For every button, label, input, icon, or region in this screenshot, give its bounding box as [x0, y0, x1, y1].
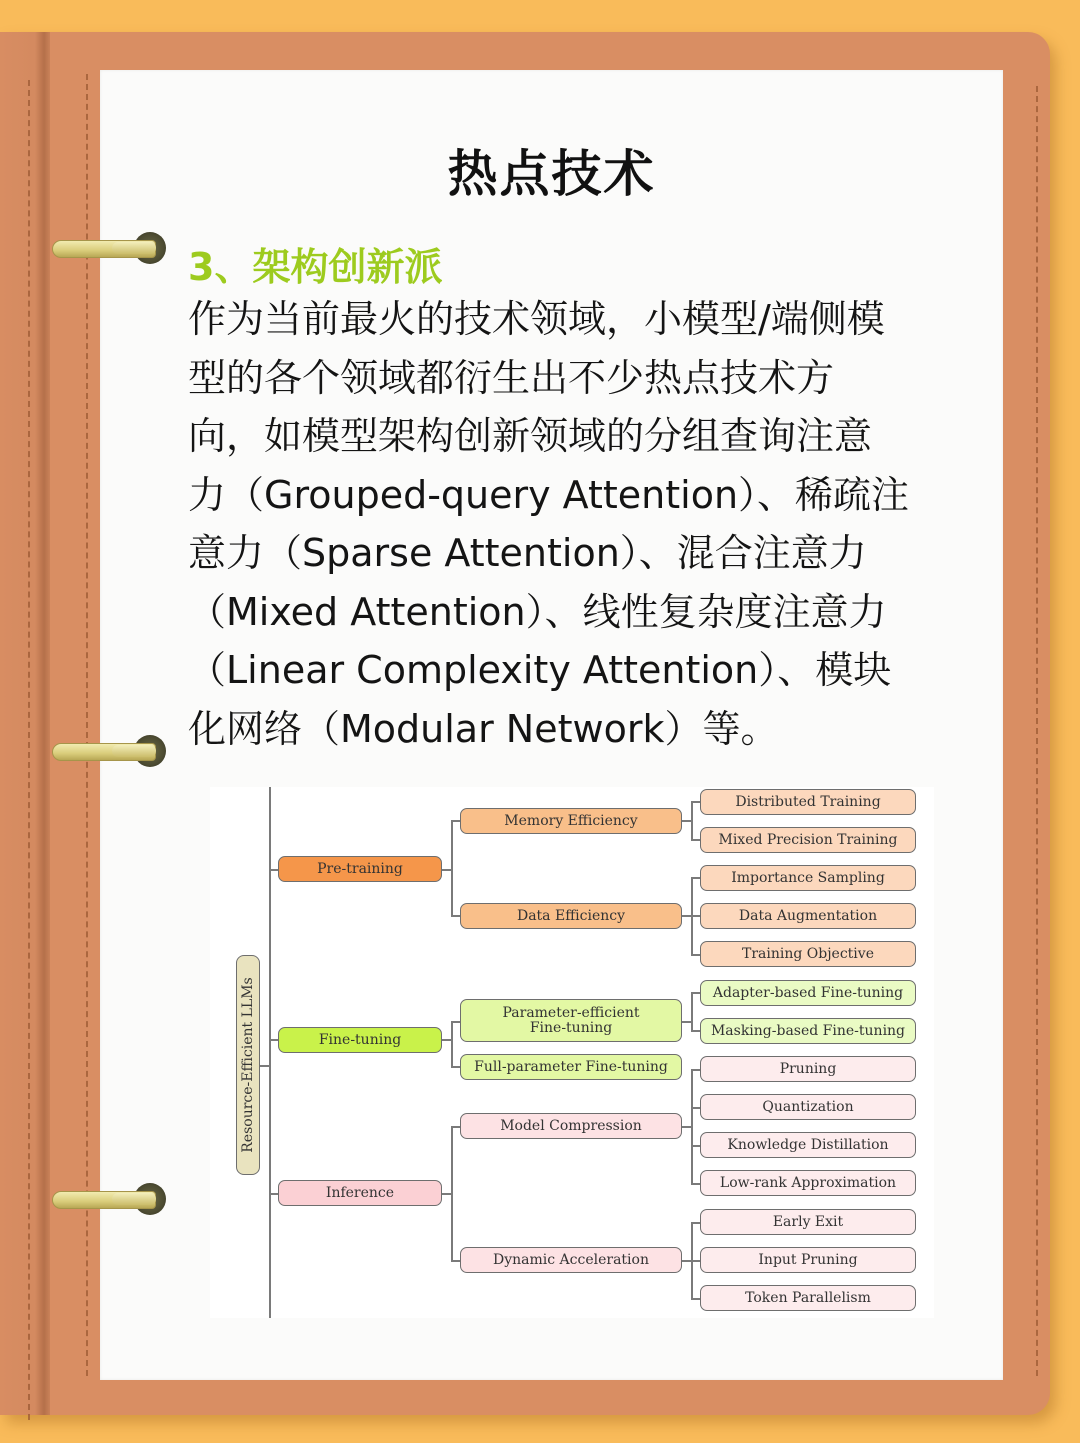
leaf-pruning: Pruning [700, 1056, 916, 1082]
binder-ring-icon [52, 734, 170, 770]
leaf-adapter-based-fine-tuning: Adapter-based Fine-tuning [700, 980, 916, 1006]
leaf-low-rank-approximation: Low-rank Approximation [700, 1170, 916, 1196]
section-heading: 3、架构创新派 [188, 245, 443, 289]
branch-inference: Inference [278, 1180, 442, 1206]
binder-spine [0, 32, 50, 1415]
body-line: （Linear Complexity Attention）、模块 [188, 648, 892, 692]
category-memory-efficiency: Memory Efficiency [460, 808, 682, 834]
body-line: 意力（Sparse Attention）、混合注意力 [188, 531, 867, 575]
body-line: 型的各个领域都衍生出不少热点技术方 [188, 355, 835, 400]
body-line: （Mixed Attention）、线性复杂度注意力 [188, 589, 887, 634]
binder-ring-icon [52, 1182, 170, 1218]
leaf-data-augmentation: Data Augmentation [700, 903, 916, 929]
leaf-importance-sampling: Importance Sampling [700, 865, 916, 891]
leaf-masking-based-fine-tuning: Masking-based Fine-tuning [700, 1018, 916, 1044]
category-data-efficiency: Data Efficiency [460, 903, 682, 929]
leaf-distributed-training: Distributed Training [700, 789, 916, 815]
leaf-token-parallelism: Token Parallelism [700, 1285, 916, 1311]
category-full-parameter-fine-tuning: Full-parameter Fine-tuning [460, 1054, 682, 1080]
diagram-root-node: Resource-Efficient LLMs [236, 955, 260, 1175]
branch-fine-tuning: Fine-tuning [278, 1027, 442, 1053]
category-parameter-efficient-fine-tuning: Parameter-efficient Fine-tuning [460, 999, 682, 1042]
body-line: 化网络（Modular Network）等。 [188, 706, 779, 751]
taxonomy-diagram [210, 787, 934, 1318]
leaf-mixed-precision-training: Mixed Precision Training [700, 827, 916, 853]
leaf-early-exit: Early Exit [700, 1209, 916, 1235]
category-model-compression: Model Compression [460, 1113, 682, 1139]
branch-pre-training: Pre-training [278, 856, 442, 882]
page-title: 热点技术 [447, 145, 656, 203]
body-line: 向，如模型架构创新领域的分组查询注意 [188, 414, 873, 458]
body-paragraph [188, 290, 978, 758]
leaf-input-pruning: Input Pruning [700, 1247, 916, 1273]
cover-stitch-left [86, 74, 88, 1376]
category-dynamic-acceleration: Dynamic Acceleration [460, 1247, 682, 1273]
leaf-training-objective: Training Objective [700, 941, 916, 967]
binder-ring-icon [52, 231, 170, 267]
cover-stitch-right [1036, 86, 1038, 1376]
leaf-knowledge-distillation: Knowledge Distillation [700, 1132, 916, 1158]
spine-stitch [28, 80, 30, 1420]
body-line: 力（Grouped-query Attention）、稀疏注 [188, 472, 910, 517]
body-line: 作为当前最火的技术领域，小模型/端侧模 [188, 297, 885, 341]
leaf-quantization: Quantization [700, 1094, 916, 1120]
